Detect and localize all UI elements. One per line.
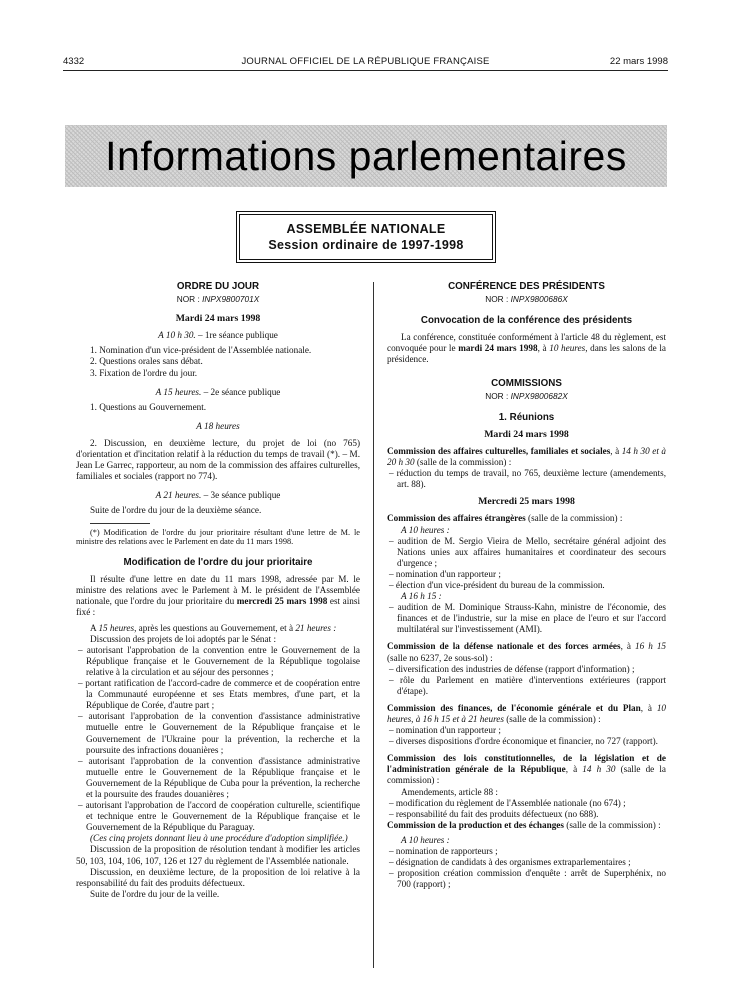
list-item: – diverses dispositions d'ordre économique et financier, no 727 (rapport). [389,736,658,747]
footnote: (*) Modification de l'ordre du jour prioritaire résultant d'une lettre de M. le ministre des relations avec le Parlement en date du 11 mars 1998. [76,527,360,547]
date-heading: Mercredi 25 mars 1998 [478,496,575,508]
assembly-name: ASSEMBLÉE NATIONALE [286,222,446,236]
mod-paragraph: A 15 heures, après les questions au Gouvernement, et à 21 heures : [90,622,337,633]
mod-italic-note: (Ces cinq projets donnant lieu à une procédure d'adoption simplifiée.) [90,833,348,844]
nor-reference: NOR : INPX9800682X [485,390,568,401]
agenda-item: 1. Questions au Gouvernement. [90,401,207,412]
list-item: – nomination de rapporteurs ; [389,846,498,857]
commissions-heading: COMMISSIONS [491,377,562,389]
nor-reference: NOR : INPX9800701X [176,294,260,305]
section-banner [65,125,667,187]
mod-paragraph: Suite de l'ordre du jour de la veille. [90,888,220,899]
list-item: – réduction du temps de travail, no 765, deuxième lecture (amendements, art. 88). [389,468,666,490]
commission-entry: Commission de la défense nationale et des forces armées, à 16 h 15 (salle no 6237, 2e sous-sol) : [387,641,667,663]
agenda-paragraph: Suite de l'ordre du jour de la deuxième séance. [90,505,262,516]
banner-title: Informations parlementaires [105,133,627,179]
assembly-box [239,214,493,260]
list-item: – autorisant l'approbation de la convention d'assistance administrative mutuelle entre le Gouvernement de la République française et le Gouvernement de l'Ukraine pour la prévention, la recherche et la poursuite des infractions douanières ; [78,711,360,755]
list-item: – portant ratification de l'accord-cadre de commerce et de coopération entre la Communauté européenne et ses Etats membres, d'une part, et la République de Corée, d'autre part ; [78,678,360,711]
footnote-rule [90,523,150,524]
conference-heading: CONFÉRENCE DES PRÉSIDENTS [448,281,605,292]
commission-entry: Commission des finances, de l'économie générale et du Plan, à 10 heures, à 16 h 15 et à 21 heures (salle de la commission) : [387,702,666,724]
agenda-paragraph: 2. Discussion, en deuxième lecture, du projet de loi (no 765) d'orientation et d'incitation relatif à la réduction du temps de travail (*). – M. Jean Le Garrec, rapporteur, au nom de la commission des affaires culturelles, familiales et sociales (rapport no 774). [76,437,360,482]
seance-heading: A 21 heures. – 3e séance publique [155,490,281,501]
list-item: – diversification des industries de défense (rapport d'information) ; [389,663,635,674]
list-item: – élection d'un vice-président du bureau de la commission. [389,579,605,590]
list-item: – nomination d'un rapporteur ; [389,725,501,736]
time-label: A 16 h 15 : [401,591,442,602]
list-item: – nomination d'un rapporteur ; [389,568,501,579]
reunions-heading: 1. Réunions [498,411,555,423]
commission-entry: Commission des affaires étrangères (salle de la commission) : [387,513,623,524]
seance-heading: A 10 h 30. – 1re séance publique [158,330,278,341]
seance-heading: A 18 heures [196,420,240,431]
date-heading: Mardi 24 mars 1998 [175,313,261,325]
list-item: – autorisant l'approbation de la convention d'assistance administrative mutuelle entre le Gouvernement de la République française et le Gouvernement de la République de Cuba pour la prévention, la recherche et la poursuite des fraudes douanières ; [78,755,360,799]
mod-paragraph: Discussion de la proposition de résolution tendant à modifier les articles 50, 103, 104, 106, 107, 126 et 127 du règlement de l'Assemblée nationale. [76,844,360,866]
commission-entry: Commission de la production et des échanges (salle de la commission) : [387,819,661,830]
page-number: 4332 [63,56,85,67]
sub-label: Amendements, article 88 : [401,786,498,797]
modification-heading: Modification de l'ordre du jour prioritaire [123,557,313,569]
convocation-paragraph: La conférence, constituée conformément à l'article 48 du règlement, est convoquée pour le mardi 24 mars 1998, à 10 heures, dans les salons de la présidence. [387,332,667,365]
journal-title: JOURNAL OFFICIEL DE LA RÉPUBLIQUE FRANÇAISE [241,56,490,67]
ordre-du-jour-heading: ORDRE DU JOUR [176,281,260,292]
list-item: – audition de M. Dominique Strauss-Kahn, ministre de l'économie, des finances et de l'industrie, sur la mise en place de l'euro et sur l'accord multilatéral sur l'investissement (AMI). [389,602,666,635]
seance-heading: A 15 heures. – 2e séance publique [155,386,281,397]
issue-date: 22 mars 1998 [609,56,668,67]
mod-paragraph: Discussion, en deuxième lecture, de la proposition de loi relative à la responsabilité du fait des produits défectueux. [76,866,360,888]
mod-paragraph: Discussion des projets de loi adoptés par le Sénat : [90,633,277,644]
commission-entry: Commission des affaires culturelles, familiales et sociales, à 14 h 30 et à 20 h 30 (salle de la commission) : [387,445,666,468]
list-item: – responsabilité du fait des produits défectueux (no 688). [389,808,599,819]
list-item: – autorisant l'approbation de la convention entre le Gouvernement de la République française et le Gouvernement de la République togolaise relative à la circulation et au séjour des personnes ; [78,644,360,677]
list-item: – proposition création commission d'enquête : arrêt de Superphénix, no 700 (rapport) ; [389,868,666,890]
agenda-item: 2. Questions orales sans débat. [90,356,203,367]
list-item: – modification du règlement de l'Assemblée nationale (no 674) ; [389,797,626,808]
agenda-item: 3. Fixation de l'ordre du jour. [90,367,198,378]
column-divider [373,282,374,968]
list-item: – audition de M. Sergio Vieira de Mello, secrétaire général adjoint des Nations unies aux affaires humanitaires et coordinateur des secours d'urgence ; [389,535,666,568]
list-item: – désignation de candidats à des organismes extraparlementaires ; [389,857,631,868]
header-rule [63,70,668,71]
session-name: Session ordinaire de 1997-1998 [268,238,464,252]
convocation-heading: Convocation de la conférence des présidents [420,315,633,327]
commission-entry: Commission des lois constitutionnelles, de la législation et de l'administration générale de la République, à 14 h 30 (salle de la commission) : [387,753,666,786]
agenda-item: 1. Nomination d'un vice-président de l'Assemblée nationale. [90,345,312,356]
date-heading: Mardi 24 mars 1998 [484,428,569,440]
list-item: – autorisant l'approbation de l'accord de coopération culturelle, scientifique et technique entre le Gouvernement de la République française et le Gouvernement de la République du Paraguay. [78,800,360,833]
time-label: A 10 heures : [401,834,450,845]
right-column [387,281,666,890]
list-item: – rôle du Parlement en matière d'interventions extérieures (rapport d'étape). [389,674,666,696]
left-column [76,281,360,900]
nor-reference: NOR : INPX9800686X [485,294,568,305]
time-label: A 10 heures : [401,524,450,535]
mod-paragraph: Il résulte d'une lettre en date du 11 mars 1998, adressée par M. le ministre des relations avec le Parlement à M. le président de l'Assemblée nationale, que l'ordre du jour prioritaire du mercredi 25 mars 1998 est ainsi fixé : [76,574,361,618]
